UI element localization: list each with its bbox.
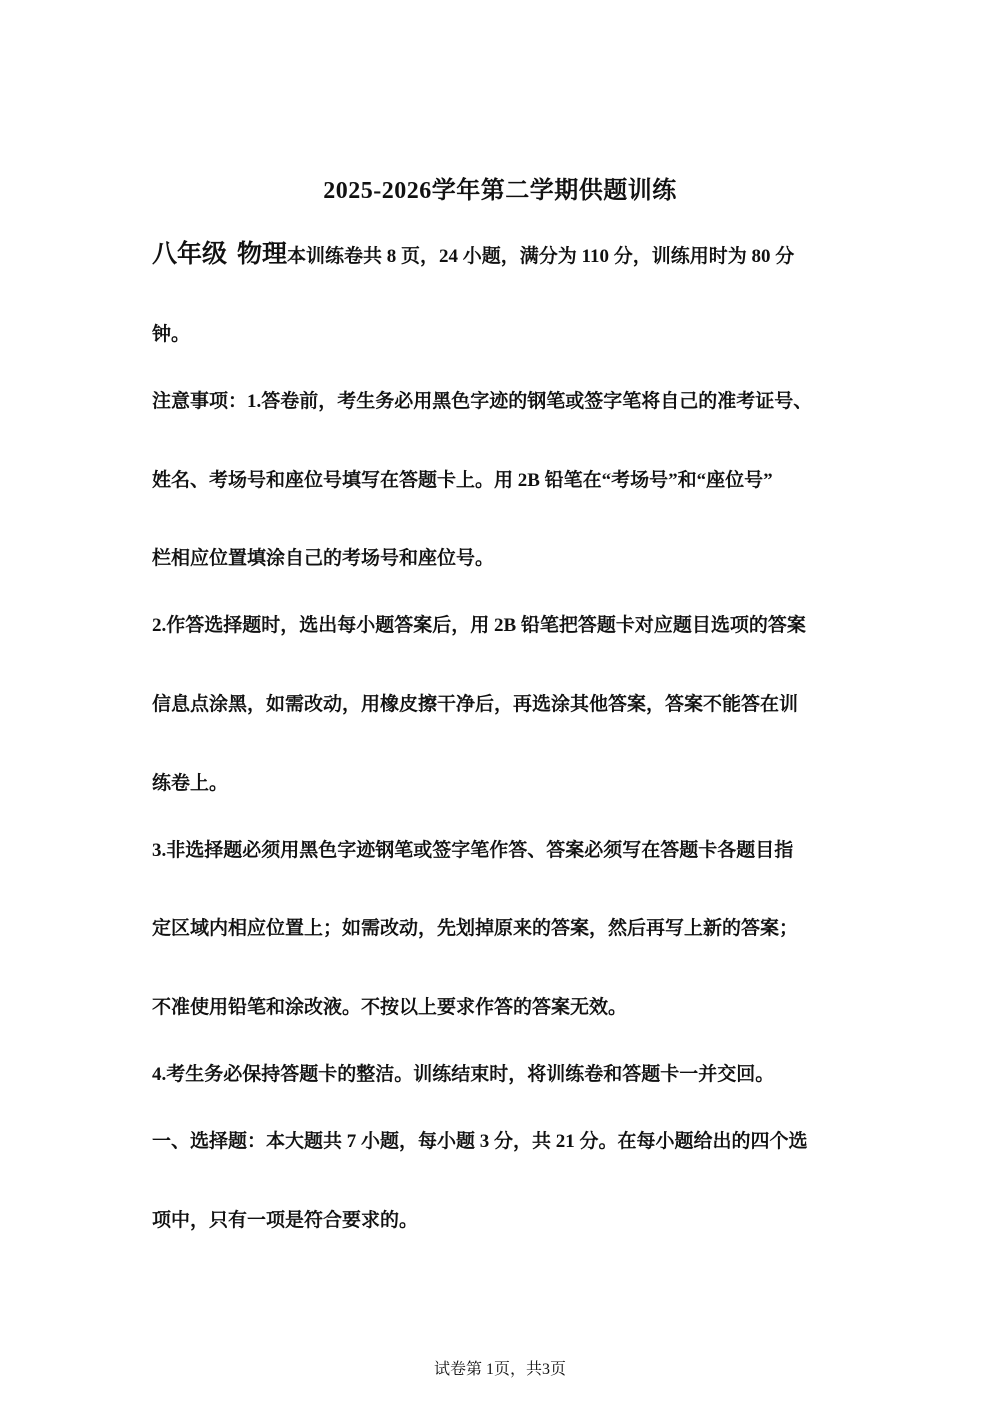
note-1-line-3: 栏相应位置填涂自己的考场号和座位号。 — [152, 548, 495, 569]
note-3-line-2: 定区域内相应位置上；如需改动，先划掉原来的答案，然后再写上新的答案； — [152, 918, 799, 939]
section-1-line-2: 项中，只有一项是符合要求的。 — [152, 1210, 419, 1231]
subject-label: 物理 — [237, 241, 288, 268]
exam-title: 2025-2026学年第二学期供题训练 — [323, 178, 677, 204]
intro-text: 本训练卷共 8 页，24 小题，满分为 110 分，训练用时为 80 分 — [287, 246, 795, 267]
note-4-line-1: 4.考生务必保持答题卡的整洁。训练结束时，将训练卷和答题卡一并交回。 — [152, 1064, 775, 1085]
note-2-line-2: 信息点涂黑，如需改动，用橡皮擦干净后，再选涂其他答案，答案不能答在训 — [152, 694, 799, 715]
note-2-line-3: 练卷上。 — [152, 773, 229, 794]
note-2-line-1: 2.作答选择题时，选出每小题答案后，用 2B 铅笔把答题卡对应题目选项的答案 — [152, 615, 806, 636]
page-footer: 试卷第 1页，共3页 — [433, 1361, 566, 1378]
intro-line-2: 钟。 — [152, 324, 191, 345]
section-1-line-1: 一、选择题：本大题共 7 小题，每小题 3 分，共 21 分。在每小题给出的四个选 — [152, 1131, 808, 1152]
note-3-line-1: 3.非选择题必须用黑色字迹钢笔或签字笔作答、答案必须写在答题卡各题目指 — [152, 840, 794, 861]
note-1-line-1: 注意事项：1.答卷前，考生务必用黑色字迹的钢笔或签字笔将自己的准考证号、 — [152, 391, 813, 412]
grade-label: 八年级 — [152, 241, 228, 268]
note-1-line-2: 姓名、考场号和座位号填写在答题卡上。用 2B 铅笔在“考场号”和“座位号” — [152, 470, 773, 491]
intro-line — [152, 243, 852, 269]
note-3-line-3: 不准使用铅笔和涂改液。不按以上要求作答的答案无效。 — [152, 997, 628, 1018]
